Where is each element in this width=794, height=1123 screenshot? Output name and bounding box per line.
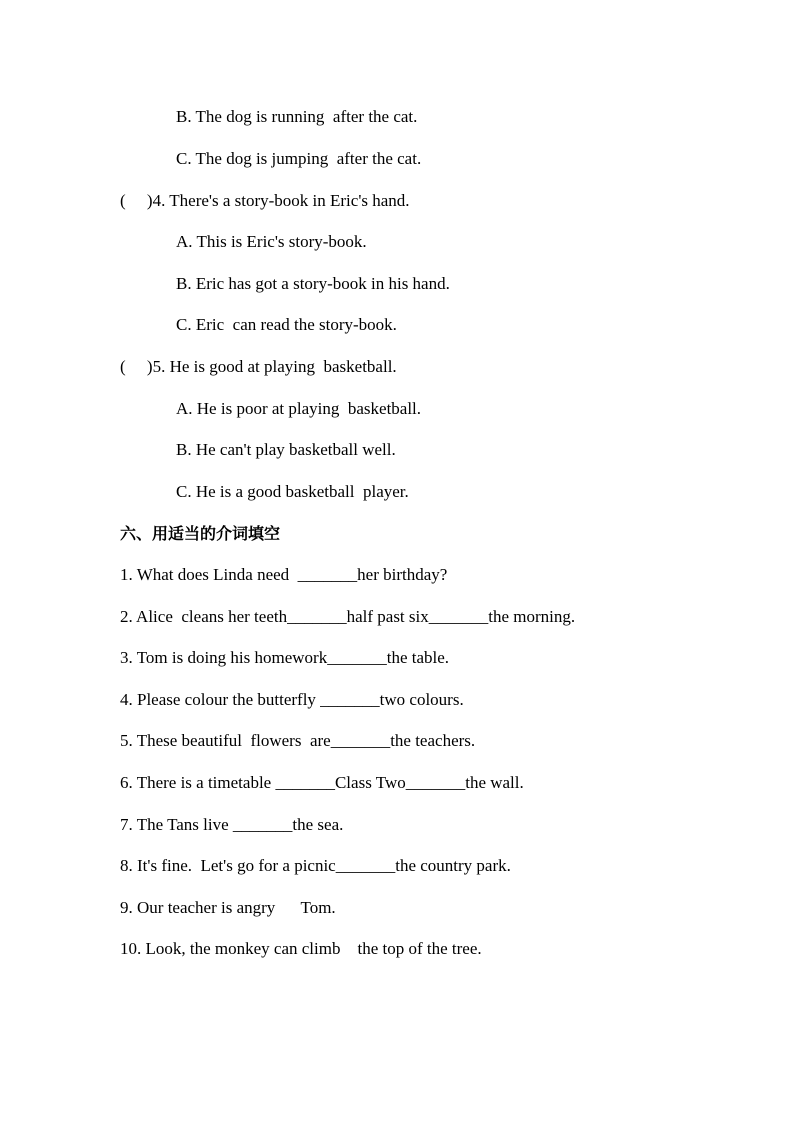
section-6-heading: 六、用适当的介词填空 [120, 524, 281, 543]
q4-stem: ( )4. There's a story-book in Eric's hand. [120, 191, 410, 210]
fill-item-6: 6. There is a timetable _______Class Two_______the wall. [120, 773, 524, 792]
fill-item-2: 2. Alice cleans her teeth_______half past six_______the morning. [120, 607, 576, 626]
q5-option-c: C. He is a good basketball player. [176, 482, 409, 501]
fill-item-7: 7. The Tans live _______the sea. [120, 815, 344, 834]
fill-item-1: 1. What does Linda need _______her birthday? [120, 565, 448, 584]
fill-item-4: 4. Please colour the butterfly _______two colours. [120, 690, 464, 709]
q5-stem: ( )5. He is good at playing basketball. [120, 357, 397, 376]
q5-option-a: A. He is poor at playing basketball. [176, 399, 422, 418]
q4-option-c: C. Eric can read the story-book. [176, 315, 397, 334]
fill-item-10: 10. Look, the monkey can climb the top of the tree. [120, 939, 482, 958]
fill-item-9: 9. Our teacher is angry Tom. [120, 898, 336, 917]
fill-item-3: 3. Tom is doing his homework_______the table. [120, 648, 450, 667]
q4-option-a: A. This is Eric's story-book. [176, 232, 367, 251]
q3-option-c: C. The dog is jumping after the cat. [176, 149, 422, 168]
fill-item-8: 8. It's fine. Let's go for a picnic_______the country park. [120, 856, 511, 875]
q3-option-b: B. The dog is running after the cat. [176, 107, 418, 126]
q4-option-b: B. Eric has got a story-book in his hand. [176, 274, 450, 293]
q5-option-b: B. He can't play basketball well. [176, 440, 396, 459]
fill-item-5: 5. These beautiful flowers are_______the teachers. [120, 731, 476, 750]
